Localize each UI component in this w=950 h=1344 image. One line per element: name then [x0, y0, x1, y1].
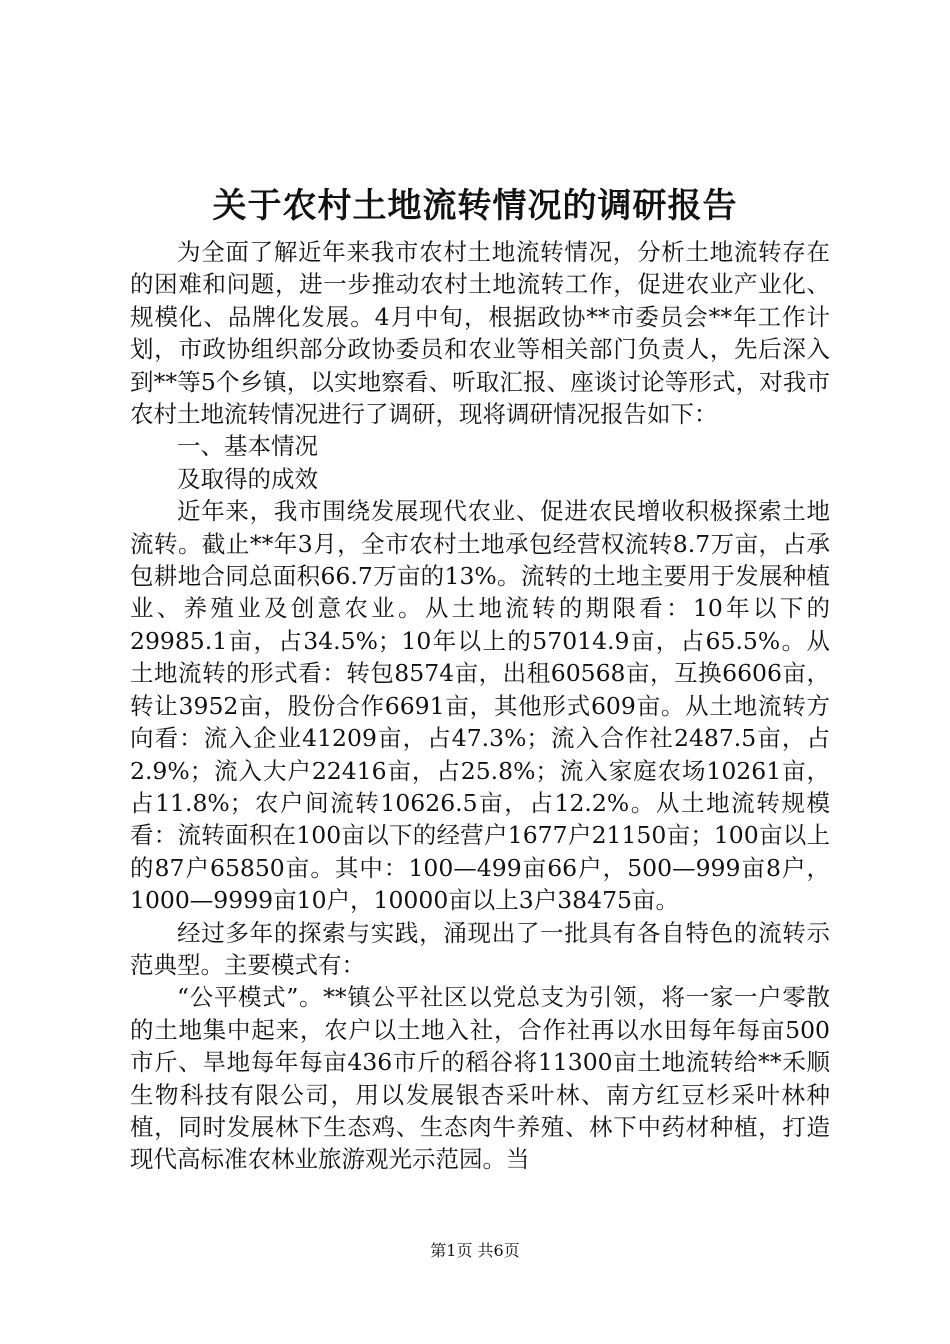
section-heading-continued: 及取得的成效 — [177, 464, 318, 493]
paragraph-gongping-model: “公平模式”。**镇公平社区以党总支为引领，将一家一户零散的土地集中起来，农户以土地入社，合作社再以水田每年每亩500市斤、旱地每年每亩436市斤的稻谷将11300亩土地流转给**禾顺生物科技有限公司，用以发展银杏采叶林、南方红豆杉采叶林种植，同时发展林下生态鸡、生态肉牛养殖、林下中药材种植，打造现代高标准农林业旅游观光示范园。当 — [130, 983, 830, 1174]
paragraph-models-intro: 经过多年的探索与实践，涌现出了一批具有各自特色的流转示范典型。主要模式有： — [130, 918, 830, 979]
paragraph-intro: 为全面了解近年来我市农村土地流转情况，分析土地流转存在的困难和问题，进一步推动农村土地流转工作，促进农业产业化、规模化、品牌化发展。4月中旬，根据政协**市委员会**年工作计划，市政协组织部分政协委员和农业等相关部门负责人，先后深入到**等5个乡镇，以实地察看、听取汇报、座谈讨论等形式，对我市农村土地流转情况进行了调研，现将调研情况报告如下： — [130, 238, 830, 429]
document-title: 关于农村土地流转情况的调研报告 — [212, 186, 738, 226]
document-body — [130, 236, 830, 1176]
section-heading: 一、基本情况 — [177, 432, 318, 461]
page-number: 第1页 共6页 — [430, 1241, 520, 1260]
paragraph-statistics: 近年来，我市围绕发展现代农业、促进农民增收积极探索土地流转。截止**年3月，全市农村土地承包经营权流转8.7万亩，占承包耕地合同总面积66.7万亩的13%。流转的土地主要用于发展种植业、养殖业及创意农业。从土地流转的期限看：10年以下的29985.1亩，占34.5%；10年以上的57014.9亩，占65.5%。从土地流转的形式看：转包8574亩，出租60568亩，互换6606亩，转让3952亩，股份合作6691亩，其他形式609亩。从土地流转方向看：流入企业41209亩，占47.3%；流入合作社2487.5亩，占2.9%；流入大户22416亩，占25.8%；流入家庭农场10261亩，占11.8%；农户间流转10626.5亩，占12.2%。从土地流转规模看：流转面积在100亩以下的经营户1677户21150亩；100亩以上的87户65850亩。其中：100—499亩66户，500—999亩8户，1000—9999亩10户，10000亩以上3户38475亩。 — [130, 497, 830, 915]
